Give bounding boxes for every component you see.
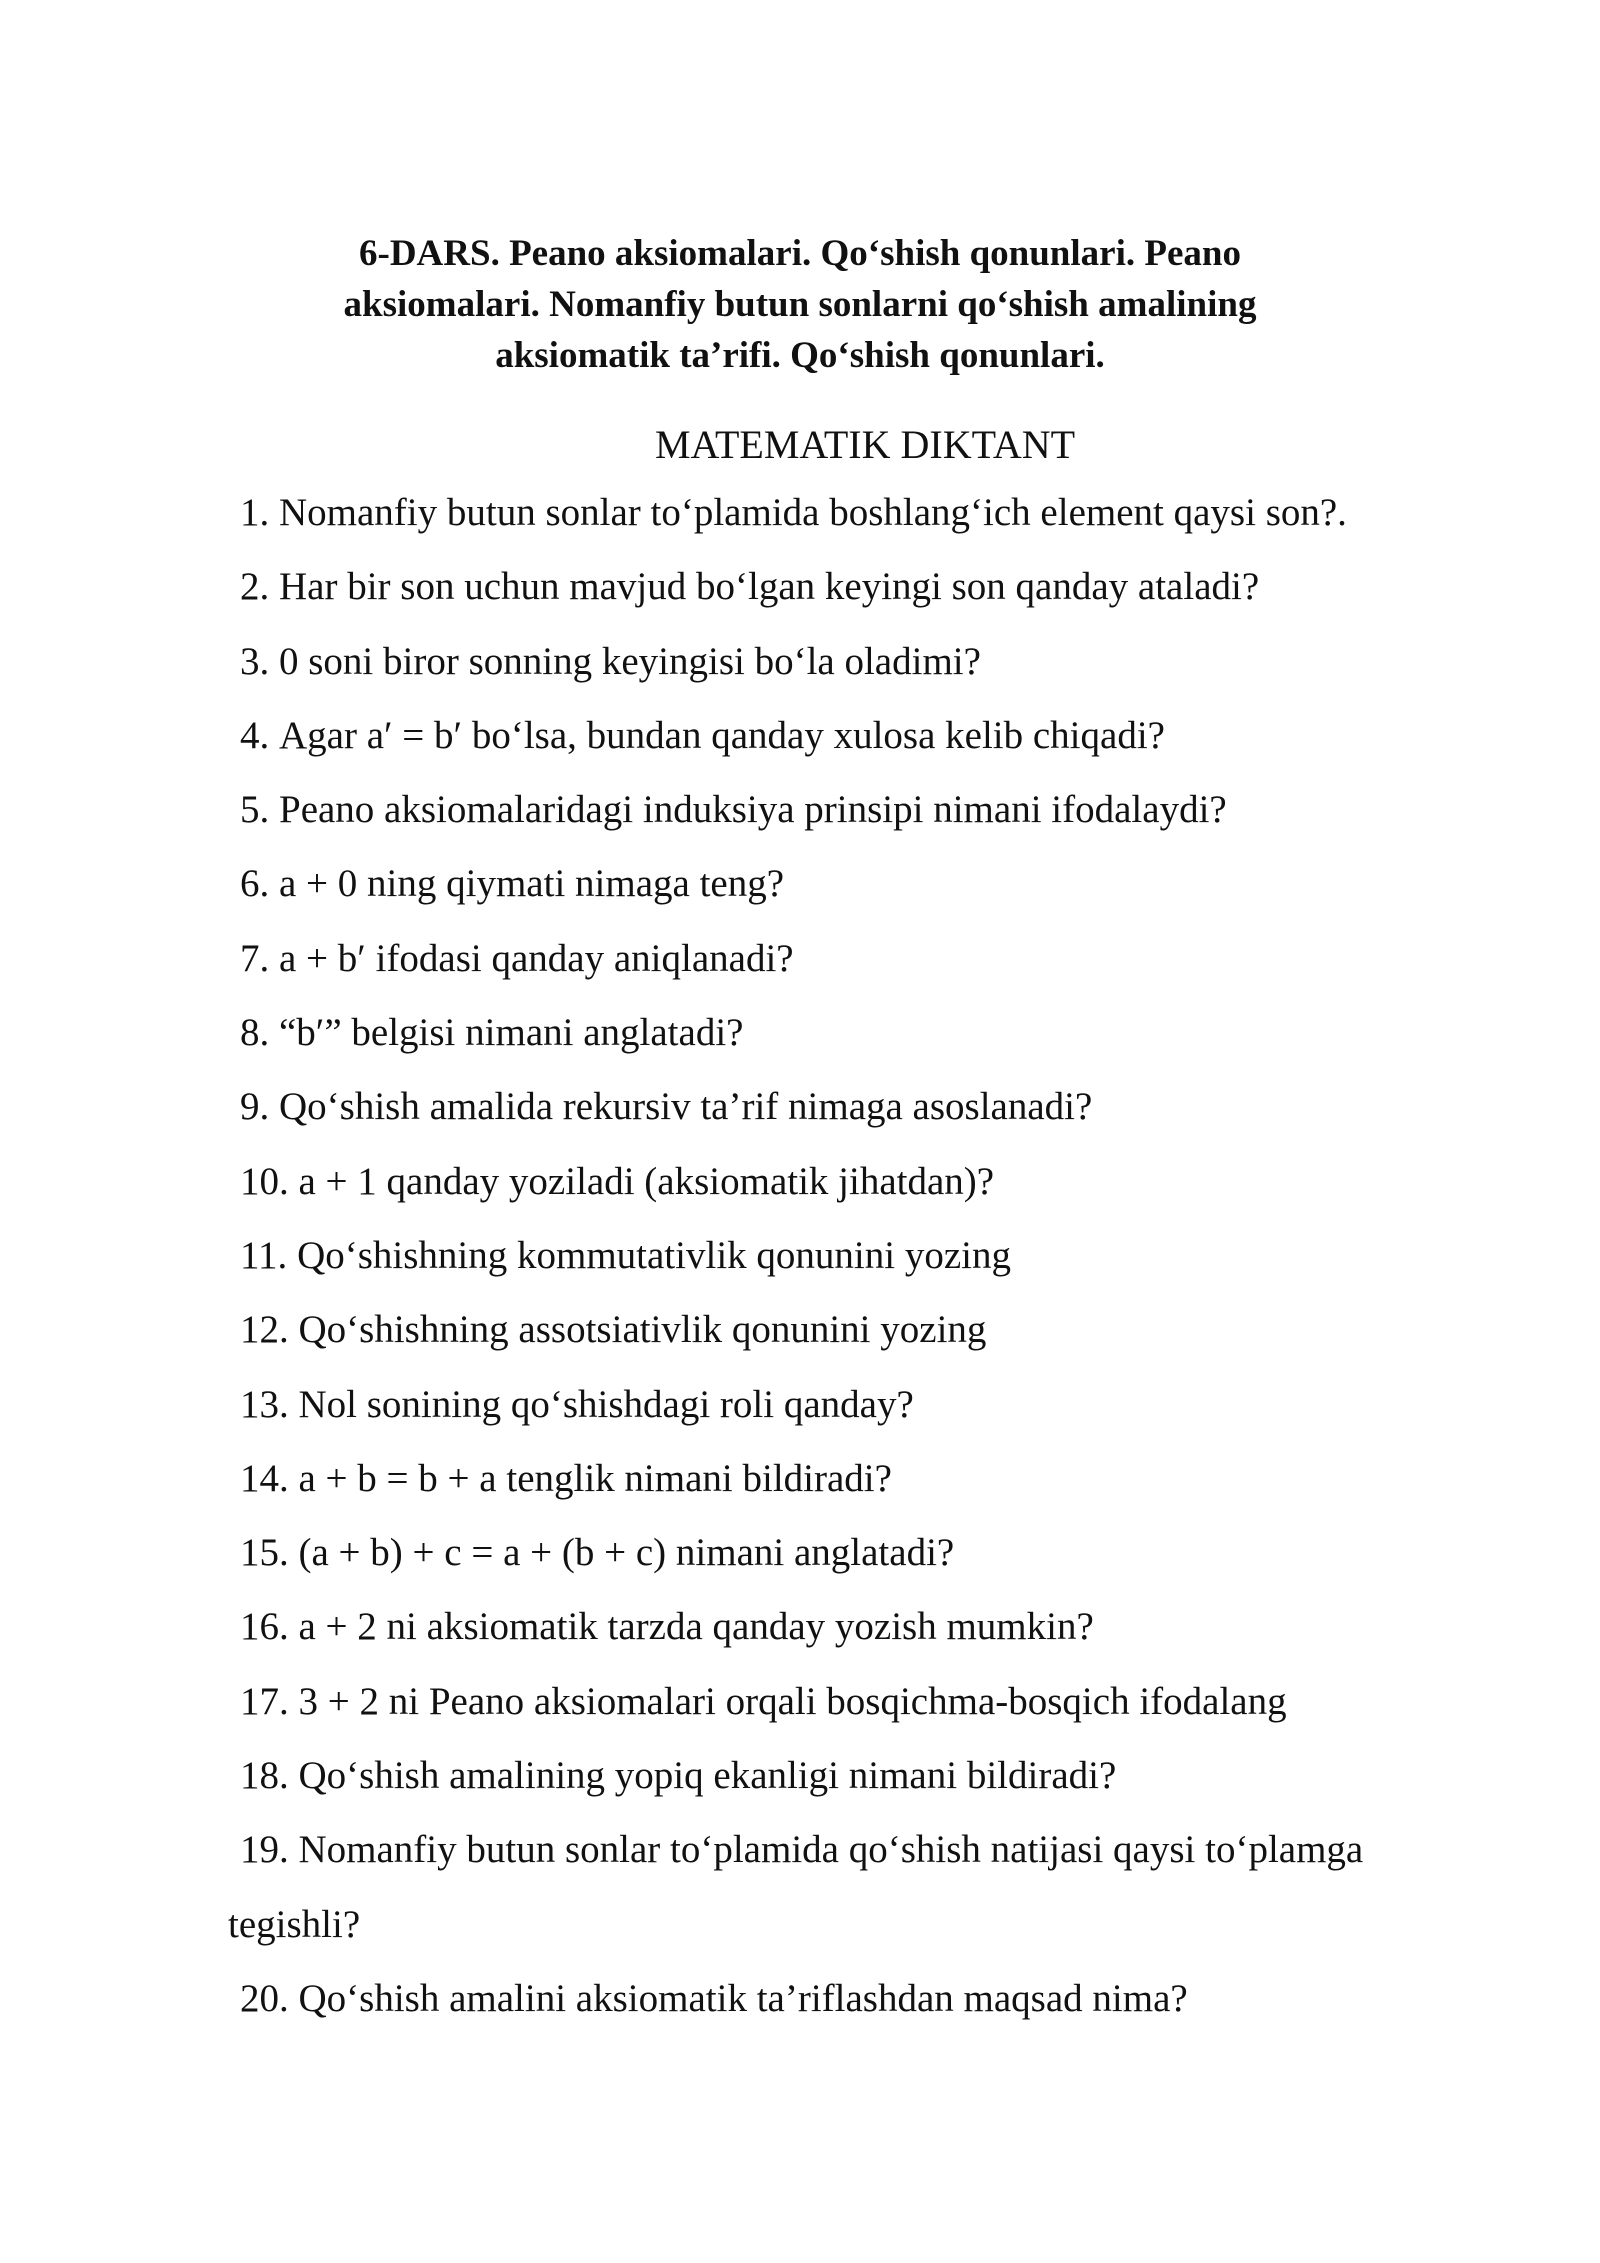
dictation-question [240, 1962, 1500, 2036]
question-number: 16. [240, 1605, 289, 1649]
question-text: Nomanfiy butun sonlar to‘plamida qo‘shish natijasi qaysi to‘plamga [298, 1828, 1364, 1872]
question-text: “b′” belgisi nimani anglatadi? [279, 1011, 744, 1055]
dictation-question [240, 1219, 1500, 1293]
dictation-question [240, 476, 1500, 550]
question-text: Qo‘shishning assotsiativlik qonunini yozing [298, 1308, 987, 1352]
question-number: 5. [240, 788, 270, 832]
dictation-question [240, 1368, 1500, 1442]
question-number: 2. [240, 565, 270, 609]
question-number: 6. [240, 862, 270, 906]
question-number: 17. [240, 1679, 289, 1723]
question-text: Qo‘shishning kommutativlik qonunini yozing [297, 1233, 1011, 1277]
question-text: a + b = b + a tenglik nimani bildiradi? [298, 1456, 892, 1500]
question-text: Qo‘shish amalida rekursiv ta’rif nimaga asoslanadi? [279, 1085, 1093, 1129]
lesson-title-line: aksiomatik ta’rifi. Qo‘shish qonunlari. [495, 335, 1105, 376]
question-number: 3. [240, 639, 270, 683]
dictation-question [240, 1516, 1500, 1590]
question-number: 14. [240, 1456, 289, 1500]
question-text: a + 1 qanday yoziladi (aksiomatik jihatdan)? [298, 1159, 995, 1203]
question-number: 9. [240, 1085, 270, 1129]
dictation-question [240, 996, 1500, 1070]
question-text: 0 soni biror sonning keyingisi bo‘la oladimi? [279, 639, 981, 683]
dictation-question [240, 1739, 1500, 1813]
question-text: Agar a′ = b′ bo‘lsa, bundan qanday xulosa kelib chiqadi? [279, 713, 1165, 757]
question-text: a + b′ ifodasi qanday aniqlanadi? [279, 936, 794, 980]
question-text: a + 2 ni aksiomatik tarzda qanday yozish mumkin? [298, 1605, 1094, 1649]
question-number: 4. [240, 713, 270, 757]
question-number: 20. [240, 1976, 289, 2020]
question-text: Peano aksiomalaridagi induksiya prinsipi nimani ifodalaydi? [279, 788, 1227, 832]
question-text: 3 + 2 ni Peano aksiomalari orqali bosqichma-bosqich ifodalang [298, 1679, 1287, 1723]
dictation-question [228, 1813, 1500, 1962]
question-number: 19. [240, 1828, 289, 1872]
dictation-question-list [228, 476, 1500, 2036]
question-text: Nomanfiy butun sonlar to‘plamida boshlang‘ich element qaysi son?. [279, 491, 1347, 534]
question-text: Qo‘shish amalini aksiomatik ta’riflashdan maqsad nima? [298, 1976, 1188, 2020]
dictation-question [240, 1293, 1500, 1367]
question-text: a + 0 ning qiymati nimaga teng? [279, 862, 785, 906]
dictation-question [240, 699, 1500, 773]
question-text: Har bir son uchun mavjud bo‘lgan keyingi son qanday ataladi? [279, 565, 1260, 609]
question-number: 15. [240, 1531, 289, 1575]
question-number: 18. [240, 1754, 289, 1798]
question-number: 13. [240, 1382, 289, 1426]
dictation-heading: MATEMATIK DIKTANT [654, 422, 1076, 467]
dictation-question [240, 1665, 1500, 1739]
dictation-question [240, 550, 1500, 624]
question-number: 1. [240, 491, 270, 534]
dictation-question [240, 1070, 1500, 1144]
dictation-question [240, 1145, 1500, 1219]
question-text: Nol sonining qo‘shishdagi roli qanday? [298, 1382, 914, 1426]
lesson-title-line: aksiomalari. Nomanfiy butun sonlarni qo‘shish amalining [343, 284, 1257, 325]
question-number: 12. [240, 1308, 289, 1352]
question-text: (a + b) + c = a + (b + c) nimani anglatadi? [298, 1531, 955, 1575]
dictation-question [240, 1442, 1500, 1516]
dictation-question [240, 773, 1500, 847]
dictation-question [240, 847, 1500, 921]
question-number: 7. [240, 936, 270, 980]
lesson-title [300, 228, 1300, 381]
question-number: 10. [240, 1159, 289, 1203]
question-number: 11. [240, 1233, 288, 1277]
dictation-question [240, 922, 1500, 996]
dictation-question [240, 625, 1500, 699]
dictation-question [240, 1590, 1500, 1664]
question-number: 8. [240, 1011, 270, 1055]
question-text-continuation: tegishli? [228, 1902, 361, 1946]
question-text: Qo‘shish amalining yopiq ekanligi nimani bildiradi? [298, 1754, 1117, 1798]
lesson-title-line: 6-DARS. Peano aksiomalari. Qo‘shish qonunlari. Peano [359, 233, 1241, 274]
